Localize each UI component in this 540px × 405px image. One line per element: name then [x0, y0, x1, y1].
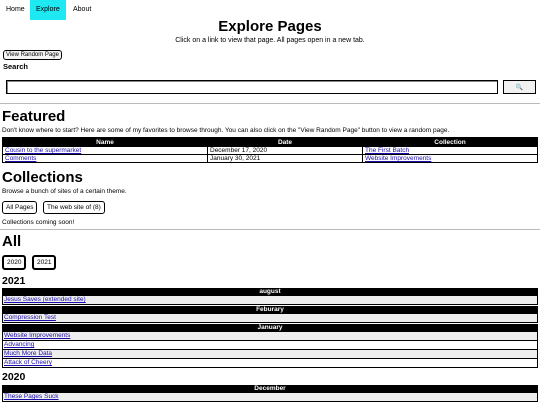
page-link[interactable]: Comments: [5, 155, 37, 162]
month-header: January: [2, 324, 538, 332]
year-2020-list: [2, 385, 538, 402]
page-link[interactable]: Website Improvements: [4, 332, 71, 339]
date-cell: December 17, 2020: [208, 147, 363, 155]
page-link[interactable]: Much More Data: [4, 350, 53, 357]
collections-heading: Collections: [2, 169, 83, 186]
list-item: [2, 296, 538, 305]
featured-table: [2, 137, 538, 163]
list-item: [2, 393, 538, 402]
nav-explore[interactable]: Explore: [30, 0, 66, 20]
page-link[interactable]: Cousin to the supermarket: [5, 147, 82, 154]
year-2021-list: [2, 288, 538, 368]
list-item: [2, 314, 538, 323]
year-button-2020[interactable]: 2020: [2, 255, 26, 270]
collection-link[interactable]: The First Batch: [365, 147, 410, 154]
page-subtitle: Click on a link to view that page. All pages open in a new tab.: [175, 37, 365, 44]
page-link[interactable]: Jesus Saves (extended site): [4, 296, 86, 303]
year-button-2021[interactable]: 2021: [32, 255, 56, 270]
table-row: [3, 147, 538, 155]
divider: [0, 103, 540, 104]
featured-description: Don't know where to start? Here are some of my favorites to browse through. You can also click on the "View Random Page" button to view a random page.: [2, 127, 450, 134]
date-cell: January 30, 2021: [208, 155, 363, 163]
search-input[interactable]: [6, 80, 498, 94]
year-heading: 2020: [2, 371, 26, 383]
search-icon: 🔍: [515, 85, 524, 91]
list-item: [2, 350, 538, 359]
collection-link[interactable]: Website Improvements: [365, 155, 432, 162]
page-title: Explore Pages: [218, 18, 322, 35]
list-item: [2, 359, 538, 368]
col-date: Date: [208, 138, 363, 147]
page-link[interactable]: Compression Test: [4, 314, 56, 321]
page-link[interactable]: Advancing: [4, 341, 35, 348]
list-item: [2, 341, 538, 350]
all-heading: All: [2, 233, 22, 250]
nav-home[interactable]: Home: [6, 6, 25, 13]
nav-about[interactable]: About: [73, 6, 92, 13]
page-link[interactable]: Attack of Cheery: [4, 359, 53, 366]
col-collection: Collection: [363, 138, 538, 147]
page-link[interactable]: These Pages Suck: [4, 393, 59, 400]
search-heading: Search: [3, 62, 29, 71]
col-name: Name: [3, 138, 208, 147]
search-button[interactable]: [503, 80, 536, 94]
month-header: December: [2, 385, 538, 393]
collections-description: Browse a bunch of sites of a certain theme.: [2, 188, 127, 195]
top-nav: [0, 0, 540, 20]
year-heading: 2021: [2, 275, 26, 287]
collection-button[interactable]: The web site of (8): [43, 201, 105, 214]
all-pages-button[interactable]: All Pages: [2, 201, 37, 214]
collections-note: Collections coming soon!: [2, 219, 75, 226]
divider: [0, 229, 540, 230]
featured-heading: Featured: [2, 108, 66, 125]
view-random-page-button[interactable]: View Random Page: [3, 50, 62, 60]
table-row: [3, 155, 538, 163]
month-header: august: [2, 288, 538, 296]
month-header: Feburary: [2, 306, 538, 314]
list-item: [2, 332, 538, 341]
